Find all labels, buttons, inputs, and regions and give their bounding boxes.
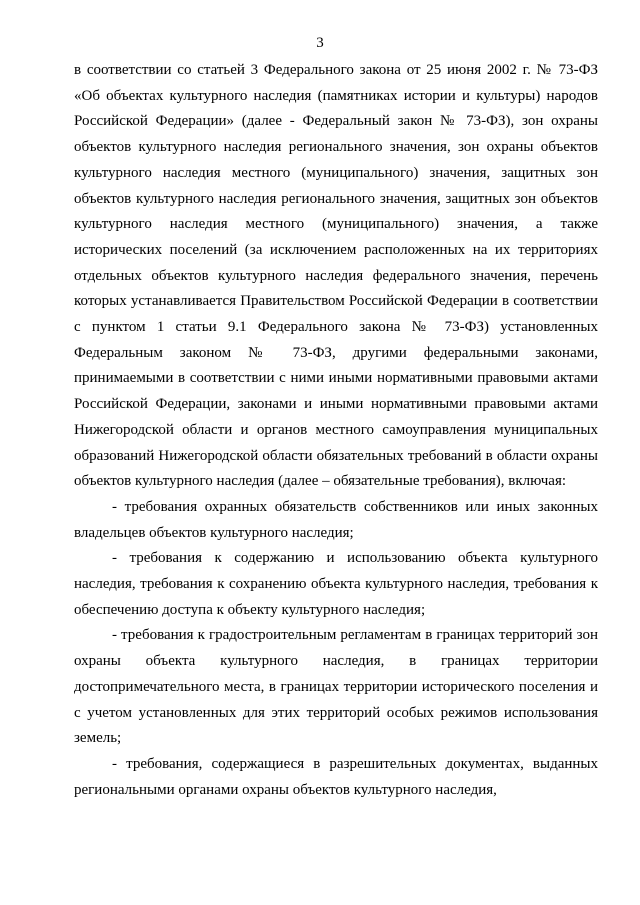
paragraph-list-item: - требования, содержащиеся в разрешительных документах, выданных региональными органами охраны объектов культурного наследия, bbox=[74, 755, 598, 798]
paragraph-main: в соответствии со статьей 3 Федерального закона от 25 июня 2002 г. № 73-ФЗ «Об объектах культурного наследия (памятниках истории и культуры) народов Российской Федерации» (далее - Федеральный закон № 73-ФЗ), зон охраны объектов культурного наследия регионального значения, зон охраны объектов культурного наследия местного (муниципального) значения, защитных зон объектов культурного наследия регионального значения, защитных зон объектов культурного наследия местного (муниципального) значения, а также исторических поселений (за исключением расположенных на их территориях отдельных объектов культурного наследия федерального значения, перечень которых устанавливается Правительством Российской Федерации в соответствии с пунктом 1 статьи 9.1 Федерального закона № 73-ФЗ) установленных Федеральным законом № 73-ФЗ, другими федеральными законами, принимаемыми в соответствии с ними иными нормативными правовыми актами Российской Федерации, законами и иными нормативными правовыми актами Нижегородской области и органов местного самоуправления муниципальных образований Нижегородской области обязательных требований в области охраны объектов культурного наследия (далее – обязательные требования), включая: bbox=[74, 62, 598, 490]
paragraph-list-item: - требования к градостроительным регламентам в границах территорий зон охраны объекта культурного наследия, в границах территории достопримечательного места, в границах территории исторического поселения и с учетом установленных для этих территорий особых режимов использования земель; bbox=[74, 627, 598, 747]
paragraph-list-item: - требования охранных обязательств собственников или иных законных владельцев объектов культурного наследия; bbox=[74, 498, 598, 541]
paragraph-list-item: - требования к содержанию и использованию объекта культурного наследия, требования к сохранению объекта культурного наследия, требования к обеспечению доступа к объекту культурного наследия; bbox=[74, 550, 598, 618]
document-body bbox=[74, 58, 598, 803]
page-number: 3 bbox=[316, 35, 324, 51]
